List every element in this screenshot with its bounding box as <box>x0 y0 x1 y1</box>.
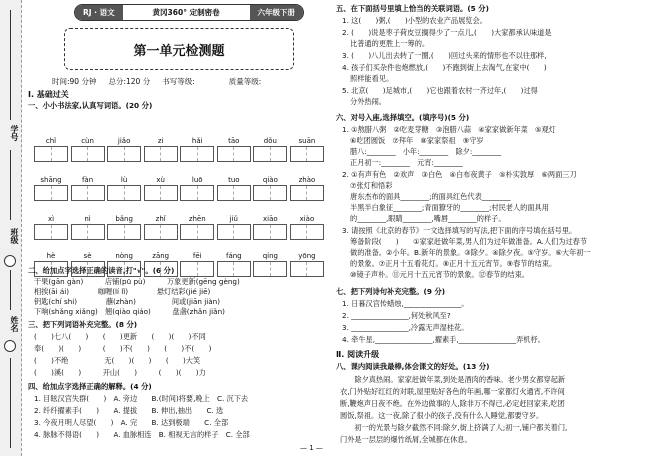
question-line: 1. ①熬腊八粥 ②吃麦芽糖 ③泡腊八蒜 ④家家做新年菜 ⑤观灯 <box>342 125 556 134</box>
pinyin-label: fàn <box>81 176 94 184</box>
writing-cell[interactable] <box>34 146 68 162</box>
question-line: 2. 纤纤擢素手( ) A. 提拔 B. 伸出,抽出 C. 选 <box>34 406 224 415</box>
question-line: ⑦张灯和悟彩 <box>350 181 393 190</box>
question-line: ( )七八( ) ( )更新 ( )( )不同 <box>34 332 206 341</box>
writing-cell[interactable] <box>217 224 251 240</box>
question-line: ⑩镜子声朴。⑪元月十五元宵节的景象。⑫春节的结束。 <box>350 270 529 279</box>
pinyin-label: hè <box>46 252 56 260</box>
pinyin-row <box>34 215 324 224</box>
question-heading: 二、给加点字选择正确的读音,打"√"。(6 分) <box>28 266 175 275</box>
pinyin-label: xiào <box>299 215 315 223</box>
question-line: 钥匙(chí shi) 蘸(zhàn) 间或(jiān jiàn) <box>34 297 221 306</box>
question-line: 3. 今夜月明人尽望( ) A. 完 B. 达到极端 C. 全部 <box>34 418 229 427</box>
question-line: 4. 牵牛星,________________,擢素手,________________弄机杼。 <box>342 335 545 344</box>
writing-cell[interactable] <box>290 185 324 201</box>
writing-cell[interactable] <box>253 185 287 201</box>
pinyin-label: bǎng <box>115 215 133 223</box>
passage-line: 断,鞭炮声日夜不绝。在外边做事的人,除非万不得已,必定赶回家来,吃团 <box>340 399 565 408</box>
question-line: 做的准备。②小年。B.新年的景象。③除夕。④除夕夜。⑤守岁。⑥大年初一 <box>350 248 591 257</box>
pinyin-label: luō <box>191 176 203 184</box>
writing-cell[interactable] <box>290 146 324 162</box>
page-title: 第一单元检测题 <box>133 44 225 59</box>
writing-cell[interactable] <box>71 224 105 240</box>
pinyin-label: suān <box>298 137 316 145</box>
writing-cell[interactable] <box>71 185 105 201</box>
pinyin-label: tuo <box>228 176 240 184</box>
question-line: 的________,眼睛________,嘴唇________的样子。 <box>350 214 506 223</box>
name-label: 姓名 <box>10 316 19 332</box>
class-label: 班级 <box>10 228 19 244</box>
question-line: 腊八:________ 小年:________ 除夕:________ <box>350 147 502 156</box>
writing-cell[interactable] <box>34 185 68 201</box>
passage-line: 初一的光景与除夕截然不同:除夕,街上挤满了人;初一,铺户都关着门, <box>340 423 568 432</box>
writing-cell[interactable] <box>144 224 178 240</box>
pinyin-label: zhào <box>298 176 316 184</box>
writing-cell[interactable] <box>144 185 178 201</box>
writing-cell[interactable] <box>180 146 214 162</box>
gutter-line <box>10 10 11 120</box>
right-page <box>336 0 656 456</box>
pinyin-label: dǒu <box>263 137 277 145</box>
writing-grid-row <box>34 224 324 240</box>
question-heading: 六、对号入座,选择填空。(填序号)(5 分) <box>336 113 470 122</box>
writing-cell[interactable] <box>217 146 251 162</box>
grade-badge: 六年级下册 <box>250 5 304 20</box>
score-info: 总分:120 分 <box>108 77 151 86</box>
question-line: 2. ________________,何处秋风至? <box>342 311 451 320</box>
passage-line: 圆饭,祭祖。这一夜,除了很小的孩子,没有什么人睡觉,都要守岁。 <box>340 411 544 420</box>
pinyin-label: fēi <box>192 252 202 260</box>
pinyin-row <box>34 137 324 146</box>
pinyin-label: chǐ <box>45 137 57 145</box>
question-line: 4. 脉脉不得语( ) A. 血脉相连 B. 相视无言的样子 C. 全部 <box>34 430 250 439</box>
quality-level: 质量等级: <box>228 77 262 86</box>
question-line: ( )不绝 无( )( ) ( )大笑 <box>34 356 201 365</box>
question-line: 3. ________________,冷露无声湿桂花。 <box>342 323 469 332</box>
pinyin-label: qíng <box>262 252 279 260</box>
series-title: 黄冈360° 定制密卷 <box>152 7 220 17</box>
question-line: 半黑半白象征________;青面獠牙的________;村民老人的面具用 <box>350 203 549 212</box>
pinyin-label: zhēn <box>188 215 206 223</box>
pinyin-label: xù <box>156 176 165 184</box>
exam-info <box>52 77 322 86</box>
question-line: 比普通的更胜上一筹的。 <box>350 39 430 48</box>
subject-badge: RJ · 语文 <box>75 5 123 20</box>
pinyin-row <box>34 176 324 185</box>
writing-cell[interactable] <box>253 261 287 277</box>
binding-hole <box>4 255 16 267</box>
binding-gutter <box>0 0 22 456</box>
writing-grid-row <box>34 146 324 162</box>
passage-line: 门外是一层层的爆竹纸屑,全城都在休息。 <box>340 435 472 444</box>
writing-cell[interactable] <box>180 261 214 277</box>
writing-cell[interactable] <box>107 224 141 240</box>
writing-cell[interactable] <box>34 224 68 240</box>
writing-cell[interactable] <box>290 224 324 240</box>
question-line: 3. ( )八儿出去转了一圈,( )回过头来的情形也不以往那样, <box>342 51 547 60</box>
writing-grid-row <box>34 185 324 201</box>
writing-cell[interactable] <box>253 224 287 240</box>
question-line: 相挨(āi ái) 咖喱(lí lǐ) 悬灯结彩(jié jiē) <box>34 287 211 296</box>
pinyin-label: jiǎo <box>117 137 131 145</box>
question-line: 照样能看见。 <box>350 74 394 83</box>
question-heading: 七、把下列诗句补充完整。(9 分) <box>336 287 446 296</box>
binding-hole <box>4 340 16 352</box>
writing-cell[interactable] <box>180 224 214 240</box>
question-heading: 四、给加点字选择正确的解释。(4 分) <box>28 382 152 391</box>
writing-cell[interactable] <box>107 146 141 162</box>
pinyin-label: lù <box>120 176 128 184</box>
question-line: 4. 孩子们买杂件也炮燃放,( )不跑到街上去淘气,在家中( ) <box>342 63 547 72</box>
writing-cell[interactable] <box>180 185 214 201</box>
writing-level: 书写等级: <box>162 77 195 86</box>
pinyin-label: yōng <box>298 252 316 260</box>
pinyin-label: tāo <box>228 137 240 145</box>
pinyin-label: xiāo <box>263 215 278 223</box>
question-line: 分外热闹。 <box>350 97 386 106</box>
pinyin-label: zi <box>157 137 164 145</box>
question-line: 筹备阶段( ) ①家家赶做年菜,男人们为过年做准备。A.人们为过春节 <box>350 237 588 246</box>
question-heading: 三、把下列词语补充完整。(8 分) <box>28 320 138 329</box>
pinyin-label: shāng <box>40 176 62 184</box>
question-line: 1. 目眩汉宫失群( ) A. 旁边 B.(时间)将要,晚上 C. 沉下去 <box>34 394 249 403</box>
section-heading: Ⅱ. 阅读升级 <box>336 350 380 359</box>
pinyin-label: jiǔ <box>229 215 238 223</box>
passage-line: 除夕真热闹。家家赶做年菜,到处是酒肉的香味。老少男女都穿起新 <box>340 375 566 384</box>
question-heading: 一、小小书法家,认真写词语。(20 分) <box>28 101 153 110</box>
writing-cell[interactable] <box>217 185 251 201</box>
passage-line: 衣,门外贴好红红的对联,屋里贴好各色的年画,哪一家都灯火通宵,不许间 <box>340 387 565 396</box>
header-banner <box>74 4 304 21</box>
gutter-line <box>10 358 11 448</box>
question-line: ( )溪( ) 开山( ) ( )( )力 <box>34 368 206 377</box>
pinyin-label: nòng <box>115 252 133 260</box>
writing-cell[interactable] <box>107 185 141 201</box>
pinyin-label: qiào <box>262 176 278 184</box>
pinyin-label: hǎi <box>191 137 203 145</box>
question-line: 正月初一:________ 元宵:________ <box>350 158 463 167</box>
question-line: 奉( )( ) ( )不( ) ( )不( ) <box>34 344 212 353</box>
pinyin-label: xì <box>47 215 55 223</box>
page-number: — 1 — <box>300 444 323 453</box>
writing-cell[interactable] <box>144 146 178 162</box>
question-heading: 五、在下面括号里填上恰当的关联词语。(5 分) <box>336 4 489 13</box>
question-line: 3. 请按照《北京的春节》一文选择填写的写法,把下面的序号填在括号里。 <box>342 226 577 235</box>
pinyin-label: nì <box>84 215 91 223</box>
writing-cell[interactable] <box>217 261 251 277</box>
section-heading: Ⅰ. 基础过关 <box>28 90 69 99</box>
left-page <box>24 0 330 456</box>
gutter-line <box>10 270 11 310</box>
question-line: 干果(gān gàn) 店铺(pū pù) 万象更新(gēng gèng) <box>34 277 240 286</box>
writing-cell[interactable] <box>253 146 287 162</box>
question-heading: 八、课内阅读我最棒,体会课文的好处。(13 分) <box>336 362 490 371</box>
question-line: 2. ①有声有色 ②欢声 ③白色 ④白布夜黄子 ⑤朴实敦厚 ⑥两面三刀 <box>342 170 577 179</box>
pinyin-label: fáng <box>225 252 242 260</box>
question-line: 的景象。⑦正月十五看花灯。⑧正月十五元宵节。⑨春节的结束。 <box>350 259 557 268</box>
pinyin-label: cùn <box>81 137 94 145</box>
pinyin-label: zāng <box>152 252 170 260</box>
question-line: ⑥吃团圆饭 ⑦拜年 ⑧家家祭祖 ⑨守岁 <box>350 136 484 145</box>
question-line: 1. 日暮汉宫传蜡烛,________________。 <box>342 299 469 308</box>
question-line: 唐东杰布的面具________;的面具红色代表________ <box>350 192 511 201</box>
question-line: 1. 这( )粥,( )小型的农业产品展览会。 <box>342 16 487 25</box>
question-line: 5. 北京( )足城市,( )它也跟着农村一齐过年,( )过得 <box>342 86 538 95</box>
writing-cell[interactable] <box>71 146 105 162</box>
pinyin-label: sè <box>83 252 92 260</box>
writing-cell[interactable] <box>290 261 324 277</box>
gutter-line <box>10 150 11 220</box>
pinyin-row <box>34 252 324 261</box>
student-id-label: 学号 <box>10 125 19 141</box>
time-info: 时间:90 分钟 <box>52 77 97 86</box>
question-line: 2. ( )说是枣子荷皮豆搁得少了一点儿,( )大家都承认味道是 <box>342 28 552 37</box>
question-line: 下晌(shǎng xiǎng) 翘(qiào qiáo) 盘盏(zhǎn jiǎn) <box>34 307 225 316</box>
pinyin-label: zhǐ <box>155 215 166 223</box>
